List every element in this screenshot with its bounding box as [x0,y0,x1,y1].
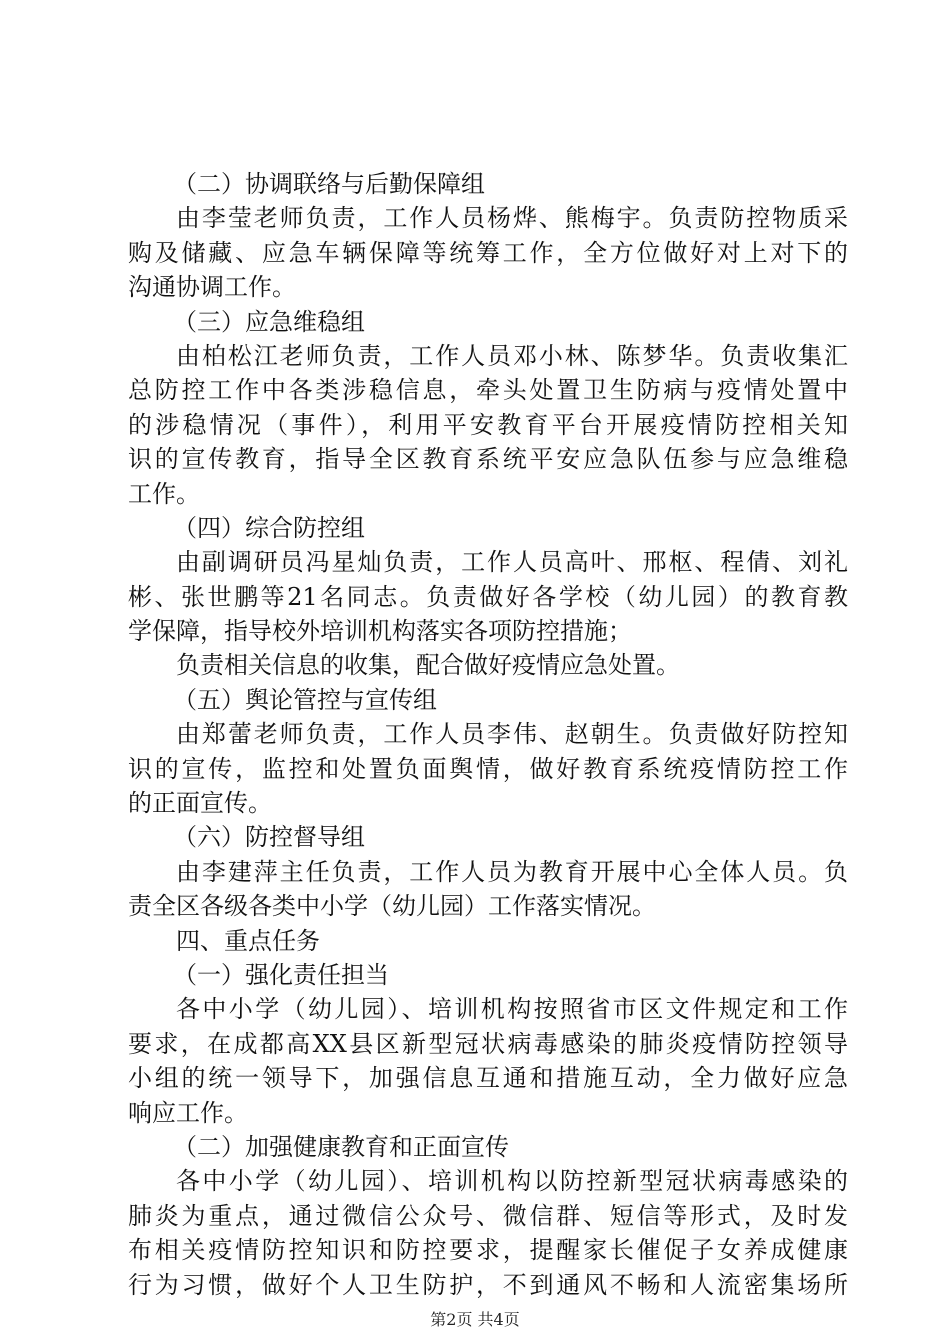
paragraph-line: 布相关疫情防控知识和防控要求，提醒家长催促子女养成健康 [128,1236,848,1265]
paragraph-line: 沟通协调工作。 [128,273,296,302]
paragraph-line: 的正面宣传。 [128,789,272,818]
paragraph-line: 学保障，指导校外培训机构落实各项防控措施； [128,617,632,646]
section-heading: （五）舆论管控与宣传组 [173,685,437,714]
section-heading: （二）协调联络与后勤保障组 [173,170,485,198]
section-heading: （二）加强健康教育和正面宣传 [173,1132,509,1161]
paragraph-line: 由副调研员冯星灿负责，工作人员高叶、邢枢、程倩、刘礼 [176,548,848,577]
paragraph-line: 总防控工作中各类涉稳信息，牵头处置卫生防病与疫情处置中 [128,376,848,405]
paragraph-line: 负责相关信息的收集，配合做好疫情应急处置。 [176,651,680,680]
paragraph-line: 由李莹老师负责，工作人员杨烨、熊梅宇。负责防控物质采 [176,204,848,233]
section-heading: （四）综合防控组 [173,513,365,542]
paragraph-line: 彬、张世鹏等21名同志。负责做好各学校（幼儿园）的教育教 [128,582,848,611]
paragraph-line: 责全区各级各类中小学（幼儿园）工作落实情况。 [128,892,656,921]
paragraph-line: 要求，在成都高XX县区新型冠状病毒感染的肺炎疫情防控领导 [128,1029,848,1058]
paragraph-line: 识的宣传，监控和处置负面舆情，做好教育系统疫情防控工作 [128,754,848,783]
section-heading: （三）应急维稳组 [173,307,365,336]
paragraph-line: 响应工作。 [128,1098,248,1127]
chapter-heading: 四、重点任务 [176,926,320,955]
paragraph-line: 小组的统一领导下，加强信息互通和措施互动，全力做好应急 [128,1064,848,1093]
paragraph-line: 购及储藏、应急车辆保障等统筹工作，全方位做好对上对下的 [128,238,848,267]
section-heading: （六）防控督导组 [173,823,365,852]
section-heading: （一）强化责任担当 [173,960,389,989]
paragraph-line: 由郑蕾老师负责，工作人员李伟、赵朝生。负责做好防控知 [176,720,848,749]
paragraph-line: 由李建萍主任负责，工作人员为教育开展中心全体人员。负 [176,857,848,886]
paragraph-line: 工作。 [128,479,200,508]
paragraph-line: 由柏松江老师负责，工作人员邓小林、陈梦华。负责收集汇 [176,341,848,370]
paragraph-line: 的涉稳情况（事件），利用平安教育平台开展疫情防控相关知 [128,410,848,439]
paragraph-line: 识的宣传教育，指导全区教育系统平安应急队伍参与应急维稳 [128,445,848,474]
paragraph-line: 肺炎为重点，通过微信公众号、微信群、短信等形式，及时发 [128,1201,848,1230]
paragraph-line: 各中小学（幼儿园）、培训机构按照省市区文件规定和工作 [176,995,848,1024]
paragraph-line: 各中小学（幼儿园）、培训机构以防控新型冠状病毒感染的 [176,1167,848,1196]
document-body [128,167,848,1302]
paragraph-line: 行为习惯，做好个人卫生防护，不到通风不畅和人流密集场所 [128,1270,848,1299]
page-footer: 第2页 共4页 [430,1310,520,1329]
